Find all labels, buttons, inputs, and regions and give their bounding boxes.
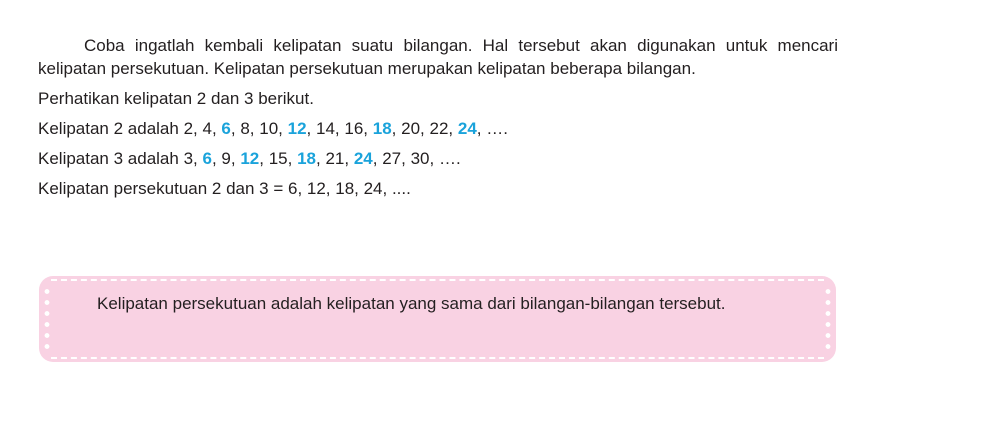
box-dotted-border-right [825,286,831,352]
multiple-number: 20 [401,119,421,138]
multiple-number: 14 [316,119,335,138]
multiple-number: 27 [382,149,402,168]
multiple-number: 30 [410,149,430,168]
multiple-number: 10 [259,119,279,138]
intro-paragraph: Coba ingatlah kembali kelipatan suatu bilangan. Hal tersebut akan digunakan untuk mencari kelipatan persekutuan. Kelipatan persekutuan merupakan kelipatan beberapa bilangan. [38,36,838,78]
definition-box [39,276,836,362]
multiples-of-2-list: 2, 4, 6, 8, 10, 12, 14, 16, 18, 20, 22, 24 [183,119,477,138]
multiple-number: 21 [325,149,345,168]
multiple-number: 15 [268,149,288,168]
common-multiple-number: 12 [287,119,307,138]
multiple-number: 3 [183,149,194,168]
text-content [38,35,838,200]
multiple-number: 22 [429,119,449,138]
common-multiple-number: 6 [202,149,212,168]
multiples-of-3-list: 3, 6, 9, 12, 15, 18, 21, 24, 27, 30 [183,149,430,168]
definition-text: Kelipatan persekutuan adalah kelipatan yang sama dari bilangan-bilangan tersebut. [97,294,726,313]
common-multiples-line: Kelipatan persekutuan 2 dan 3 = 6, 12, 18, 24, .... [38,179,411,198]
multiples-of-2-suffix: , …. [476,119,508,138]
box-dashed-border-bottom [51,357,824,359]
common-multiple-number: 24 [457,119,477,138]
common-multiple-number: 6 [221,119,231,138]
multiples-of-3-suffix: , …. [429,149,461,168]
common-multiple-number: 12 [240,149,260,168]
multiple-number: 16 [344,119,364,138]
box-dotted-border-left [44,286,50,352]
common-multiple-number: 18 [372,119,392,138]
multiple-number: 4 [202,119,212,138]
multiples-of-2-prefix: Kelipatan 2 adalah [38,119,184,138]
common-multiple-number: 18 [297,149,316,168]
multiple-number: 2 [183,119,194,138]
multiple-number: 8 [240,119,250,138]
instruction-line: Perhatikan kelipatan 2 dan 3 berikut. [38,89,314,108]
multiples-of-3-line [38,148,838,170]
box-dashed-border-top [51,279,824,281]
multiples-of-3-prefix: Kelipatan 3 adalah [38,149,184,168]
common-multiple-number: 24 [353,149,373,168]
multiples-of-2-line [38,118,838,140]
multiple-number: 9 [221,149,231,168]
